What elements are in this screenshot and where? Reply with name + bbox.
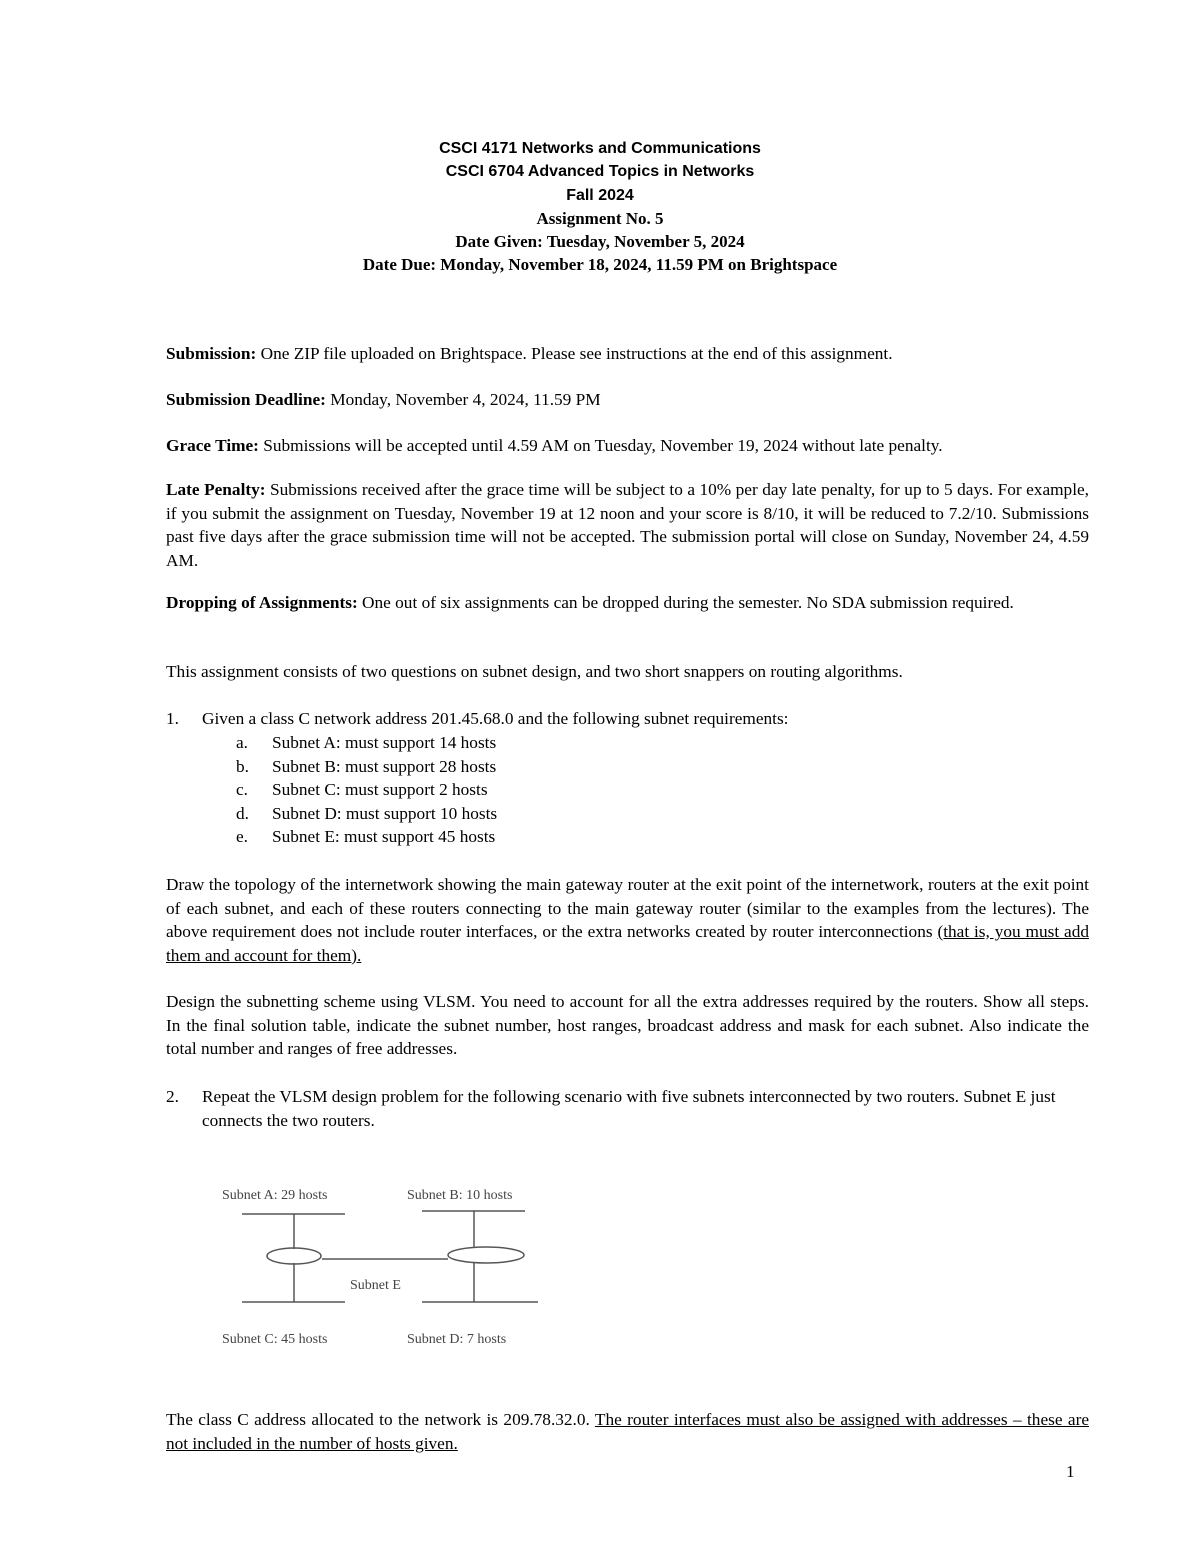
- grace-label: Grace Time:: [166, 436, 259, 455]
- grace-text: Submissions will be accepted until 4.59 AM on Tuesday, November 19, 2024 without late penalty.: [258, 436, 943, 455]
- list-item: [236, 802, 497, 826]
- submission-label: Submission:: [166, 344, 257, 363]
- list-item-label: e.: [236, 827, 248, 847]
- date-due: Date Due: Monday, November 18, 2024, 11.59 PM on Brightspace: [362, 255, 838, 275]
- submission-paragraph: [166, 342, 1089, 366]
- list-item-label: a.: [236, 733, 248, 752]
- router-1-icon: [267, 1248, 321, 1264]
- list-item: [236, 778, 497, 802]
- list-item-text: Subnet B: must support 28 hosts: [272, 756, 497, 776]
- question-1-number: 1.: [166, 709, 179, 728]
- address-underlined: The router interfaces must also be assigned with addresses – these are not included in the number of hosts given.: [166, 1410, 1089, 1453]
- term: Fall 2024: [566, 186, 634, 204]
- dropping-label: Dropping of Assignments:: [166, 593, 358, 612]
- late-text: Submissions received after the grace time will be subject to a 10% per day late penalty, for up to 5 days. For example, if you submit the assignment on Tuesday, November 19 at 12 noon and your score is 8/10, it will be reduced to 7.2/10. Submissions past five days after the grace submission time will not be accepted. The submission portal will close on Sunday, November 24, 4.59 AM.: [166, 480, 1089, 570]
- address-text: The class C address allocated to the network is 209.78.32.0.: [166, 1410, 595, 1429]
- subnet-a-label: Subnet A: 29 hosts: [222, 1188, 328, 1203]
- document-header: [0, 137, 1200, 277]
- list-item: [236, 731, 497, 755]
- late-penalty-paragraph: [166, 478, 1089, 572]
- list-item-label: d.: [236, 803, 249, 823]
- router-2-icon: [448, 1247, 524, 1263]
- question-1-intro: Given a class C network address 201.45.68.0 and the following subnet requirements:: [202, 709, 789, 728]
- deadline-label: Submission Deadline:: [166, 390, 326, 409]
- subnet-c-label: Subnet C: 45 hosts: [222, 1332, 328, 1347]
- assignment-number: Assignment No. 5: [536, 208, 664, 228]
- list-item-text: Subnet C: must support 2 hosts: [272, 780, 488, 800]
- date-given: Date Given: Tuesday, November 5, 2024: [455, 232, 745, 252]
- list-item-text: Subnet D: must support 10 hosts: [272, 803, 498, 823]
- page-number: 1: [1066, 1462, 1075, 1481]
- deadline-paragraph: [166, 388, 1089, 412]
- topology-paragraph: [166, 873, 1089, 967]
- design-paragraph: Design the subnetting scheme using VLSM. You need to account for all the extra addresses required by the routers. Show all steps. In the final solution table, indicate the subnet number, host ranges, broadcast address and mask for each subnet. Also indicate the total number and ranges of free addresses.: [166, 992, 1089, 1058]
- list-item: [236, 755, 497, 779]
- list-item-text: Subnet E: must support 45 hosts: [272, 827, 496, 847]
- question-1-subnet-list: [236, 731, 497, 849]
- list-item: [236, 825, 497, 849]
- deadline-text: Monday, November 4, 2024, 11.59 PM: [325, 390, 601, 409]
- network-diagram: [210, 1175, 550, 1355]
- course-title-4171: CSCI 4171 Networks and Communications: [439, 140, 761, 157]
- subnet-b-label: Subnet B: 10 hosts: [407, 1188, 513, 1203]
- submission-text: One ZIP file uploaded on Brightspace. Please see instructions at the end of this assignment.: [256, 344, 893, 363]
- late-label: Late Penalty:: [166, 480, 266, 499]
- dropping-text: One out of six assignments can be dropped during the semester. No SDA submission required.: [357, 593, 1014, 612]
- subnet-e-label: Subnet E: [350, 1278, 401, 1293]
- question-2-text: Repeat the VLSM design problem for the following scenario with five subnets interconnected by two routers. Subnet E just connects the two routers.: [202, 1087, 1056, 1130]
- topology-underlined: (that is, you must add them and account for them).: [166, 922, 1089, 965]
- question-2-number: 2.: [166, 1087, 179, 1106]
- subnet-d-label: Subnet D: 7 hosts: [407, 1332, 507, 1347]
- address-paragraph: [166, 1408, 1089, 1455]
- dropping-paragraph: [166, 591, 1089, 615]
- course-title-6704: CSCI 6704 Advanced Topics in Networks: [445, 163, 755, 181]
- topology-text: Draw the topology of the internetwork showing the main gateway router at the exit point of the internetwork, routers at the exit point of each subnet, and each of these routers connecting to the main gateway router (similar to the examples from the lectures). The above requirement does not include router interfaces, or the extra networks created by router interconnections: [166, 875, 1089, 941]
- overview-paragraph: This assignment consists of two questions on subnet design, and two short snappers on routing algorithms.: [166, 662, 903, 681]
- list-item-label: b.: [236, 756, 249, 776]
- list-item-text: Subnet A: must support 14 hosts: [272, 733, 497, 752]
- list-item-label: c.: [236, 780, 248, 800]
- grace-paragraph: [166, 434, 1089, 458]
